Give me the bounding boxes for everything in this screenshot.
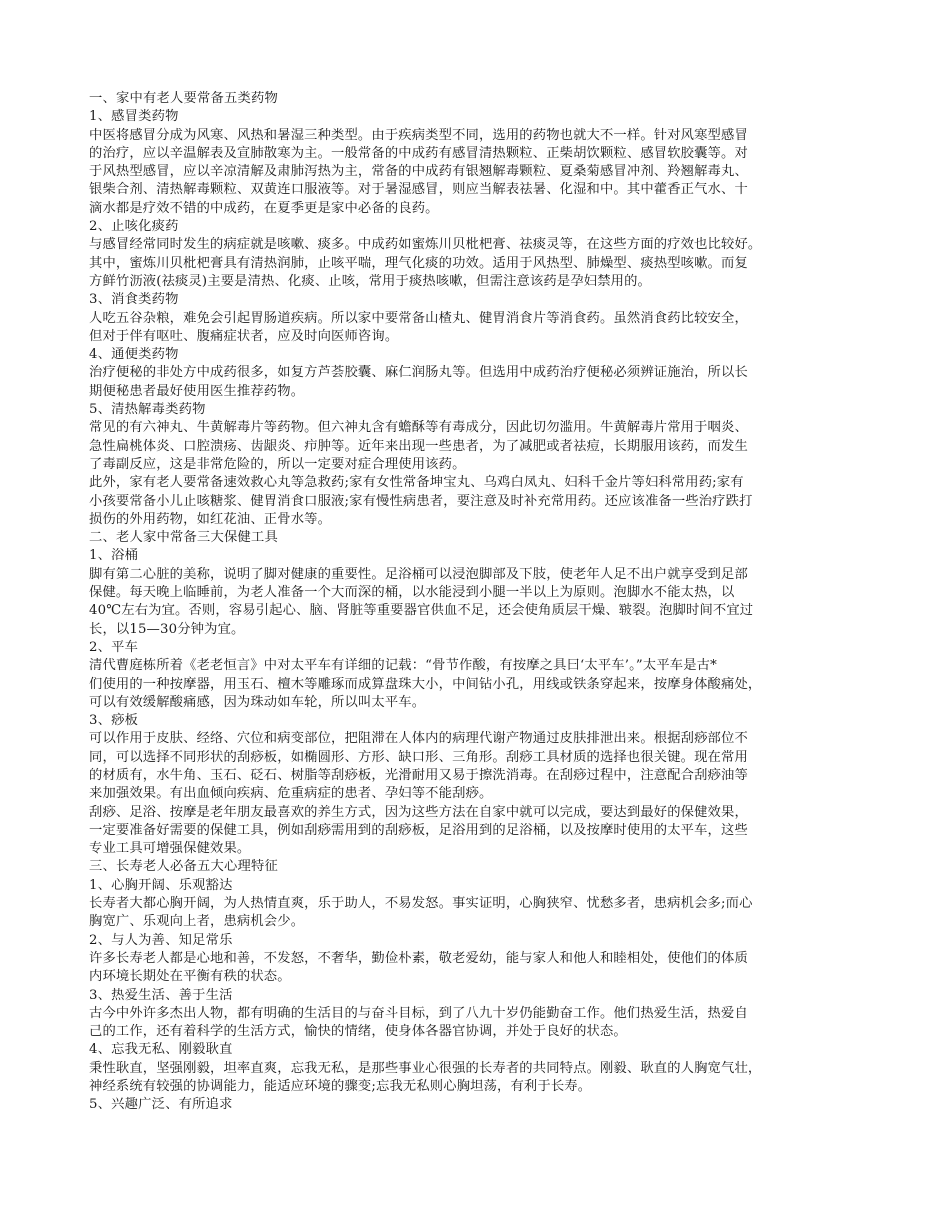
- paragraph-line: 可以有效缓解酸痛感，因为珠动如车轮，所以叫太平车。: [89, 694, 426, 710]
- paragraph-line: 此外，家有老人要常备速效救心丸等急救药;家有女性常备坤宝丸、乌鸡白凤丸、妇科千金片等妇科常用药;家有: [89, 475, 744, 491]
- subheading-detox-medicine: 5、清热解毒类药物: [89, 402, 206, 418]
- paragraph-line: 清代曹庭栋所着《老老恒言》中对太平车有详细的记载：“骨节作酸，有按摩之具曰‘太平车’。”太平车是古*: [89, 658, 717, 674]
- paragraph-line: 期便秘患者最好使用医生推荐药物。: [89, 383, 305, 399]
- subheading-cold-medicine: 1、感冒类药物: [89, 109, 179, 125]
- paragraph-line: 己的工作，还有着科学的生活方式，愉快的情绪，使身体各器官协调，并处于良好的状态。: [89, 1024, 627, 1040]
- section-heading-medicines: 一、家中有老人要常备五类药物: [89, 91, 278, 106]
- subheading-foot-bath: 1、浴桶: [89, 548, 139, 564]
- paragraph-line: 的治疗，应以辛温解表及宣肺散寒为主。一般常备的中成药有感冒清热颗粒、正柴胡饮颗粒、感冒软胶囊等。对: [89, 145, 748, 161]
- paragraph-line: 了毒副反应，这是非常危险的，所以一定要对症合理使用该药。: [89, 456, 466, 472]
- paragraph-line: 银柴合剂、清热解毒颗粒、双黄连口服液等。对于暑湿感冒，则应当解表祛暑、化湿和中。其中藿香正气水、十: [89, 182, 748, 198]
- paragraph-line: 专业工具可增强保健效果。: [89, 841, 251, 857]
- paragraph-line: 来加强效果。有出血倾向疾病、危重病症的患者、孕妇等不能刮痧。: [89, 786, 493, 802]
- section-heading-health-tools: 二、老人家中常备三大保健工具: [89, 530, 278, 546]
- paragraph-line: 其中，蜜炼川贝枇杷膏具有清热润肺，止咳平喘，理气化痰的功效。适用于风热型、肺燥型、痰热型咳嗽。而复: [89, 255, 748, 271]
- paragraph-line: 许多长寿老人都是心地和善，不发怒，不奢华，勤俭朴素，敬老爱幼，能与家人和他人和睦相处，使他们的体质: [89, 950, 748, 966]
- paragraph-line: 中医将感冒分成为风寒、风热和暑湿三种类型。由于疾病类型不同，选用的药物也就大不一样。针对风寒型感冒: [89, 127, 748, 143]
- paragraph-line: 长，以15—30分钟为宜。: [89, 621, 245, 637]
- paragraph-line: 急性扁桃体炎、口腔溃疡、齿龈炎、疖肿等。近年来出现一些患者，为了减肥或者祛痘，长期服用该药，而发生: [89, 438, 748, 454]
- subheading-scraping-board: 3、痧板: [89, 713, 139, 729]
- subheading-kindness: 2、与人为善、知足常乐: [89, 932, 233, 948]
- paragraph-line: 长寿者大都心胸开阔，为人热情直爽，乐于助人，不易发怒。事实证明，心胸狭窄、忧愁多者，患病机会多;而心: [89, 896, 753, 912]
- paragraph-line: 滴水都是疗效不错的中成药，在夏季更是家中必备的良药。: [89, 200, 439, 216]
- subheading-taiping-cart: 2、平车: [89, 639, 139, 655]
- paragraph-line: 与感冒经常同时发生的病症就是咳嗽、痰多。中成药如蜜炼川贝枇杷膏、祛痰灵等，在这些方面的疗效也比较好。: [89, 237, 762, 253]
- subheading-optimism: 1、心胸开阔、乐观豁达: [89, 877, 233, 893]
- paragraph-line: 40℃左右为宜。否则，容易引起心、脑、肾脏等重要器官供血不足，还会使角质层干燥、皲裂。泡脚时间不宜过: [89, 603, 754, 619]
- paragraph-line: 保健。每天晚上临睡前，为老人准备一个大而深的桶，以水能浸到小腿一半以上为原则。泡脚水不能太热，以: [89, 585, 735, 601]
- paragraph-line: 方鲜竹沥液(祛痰灵)主要是清热、化痰、止咳，常用于痰热咳嗽，但需注意该药是孕妇禁用的。: [89, 273, 651, 289]
- paragraph-line: 小孩要常备小儿止咳糖浆、健胃消食口服液;家有慢性病患者，要注意及时补充常用药。还应该准备一些治疗跌打: [89, 493, 753, 509]
- paragraph-line: 一定要准备好需要的保健工具，例如刮痧需用到的刮痧板，足浴用到的足浴桶，以及按摩时使用的太平车，这些: [89, 822, 748, 838]
- subheading-laxative-medicine: 4、通便类药物: [89, 347, 179, 363]
- paragraph-line: 神经系统有较强的协调能力，能适应环境的骤变;忘我无私则心胸坦荡，有利于长寿。: [89, 1079, 592, 1095]
- paragraph-line: 内环境长期处在平衡有秩的状态。: [89, 969, 291, 985]
- paragraph-line: 古今中外许多杰出人物，都有明确的生活目的与奋斗目标，到了八九十岁仍能勤奋工作。他们热爱生活，热爱自: [89, 1005, 748, 1021]
- paragraph-line: 人吃五谷杂粮，难免会引起胃肠道疾病。所以家中要常备山楂丸、健胃消食片等消食药。虽然消食药比较安全，: [89, 310, 748, 326]
- paragraph-line: 损伤的外用药物，如红花油、正骨水等。: [89, 511, 332, 527]
- section-heading-psychology: 三、长寿老人必备五大心理特征: [89, 859, 278, 875]
- paragraph-line: 于风热型感冒，应以辛凉清解及肃肺泻热为主，常备的中成药有银翘解毒颗粒、夏桑菊感冒冲剂、羚翘解毒丸、: [89, 164, 748, 180]
- subheading-selfless: 4、忘我无私、刚毅耿直: [89, 1042, 233, 1058]
- paragraph-line: 们使用的一种按摩器，用玉石、檀木等雕琢而成算盘珠大小，中间钻小孔，用线或铁条穿起来，按摩身体酸痛处，: [89, 676, 762, 692]
- paragraph-line: 同，可以选择不同形状的刮痧板，如椭圆形、方形、缺口形、三角形。刮痧工具材质的选择也很关键。现在常用: [89, 749, 748, 765]
- document-body: [89, 90, 861, 1115]
- subheading-interests: 5、兴趣广泛、有所追求: [89, 1097, 233, 1113]
- paragraph-line: 刮痧、足浴、按摩是老年朋友最喜欢的养生方式，因为这些方法在自家中就可以完成，要达到最好的保健效果，: [89, 804, 748, 820]
- subheading-love-life: 3、热爱生活、善于生活: [89, 987, 233, 1003]
- paragraph-line: 的材质有，水牛角、玉石、砭石、树脂等刮痧板，光滑耐用又易于擦洗消毒。在刮痧过程中，注意配合刮痧油等: [89, 767, 748, 783]
- subheading-cough-medicine: 2、止咳化痰药: [89, 219, 179, 235]
- subheading-digestive-medicine: 3、消食类药物: [89, 292, 179, 308]
- paragraph-line: 可以作用于皮肤、经络、穴位和病变部位，把阻滞在人体内的病理代谢产物通过皮肤排泄出来。根据刮痧部位不: [89, 731, 748, 747]
- paragraph-line: 但对于伴有呕吐、腹痛症状者，应及时向医师咨询。: [89, 328, 399, 344]
- paragraph-line: 治疗便秘的非处方中成药很多，如复方芦荟胶囊、麻仁润肠丸等。但选用中成药治疗便秘必须辨证施治，所以长: [89, 365, 748, 381]
- paragraph-line: 脚有第二心脏的美称，说明了脚对健康的重要性。足浴桶可以浸泡脚部及下肢，使老年人足不出户就享受到足部: [89, 566, 748, 582]
- paragraph-line: 秉性耿直，坚强刚毅，坦率直爽，忘我无私，是那些事业心很强的长寿者的共同特点。刚毅、耿直的人胸宽气壮，: [89, 1060, 762, 1076]
- paragraph-line: 常见的有六神丸、牛黄解毒片等药物。但六神丸含有蟾酥等有毒成分，因此切勿滥用。牛黄解毒片常用于咽炎、: [89, 420, 748, 436]
- paragraph-line: 胸宽广、乐观向上者，患病机会少。: [89, 914, 305, 930]
